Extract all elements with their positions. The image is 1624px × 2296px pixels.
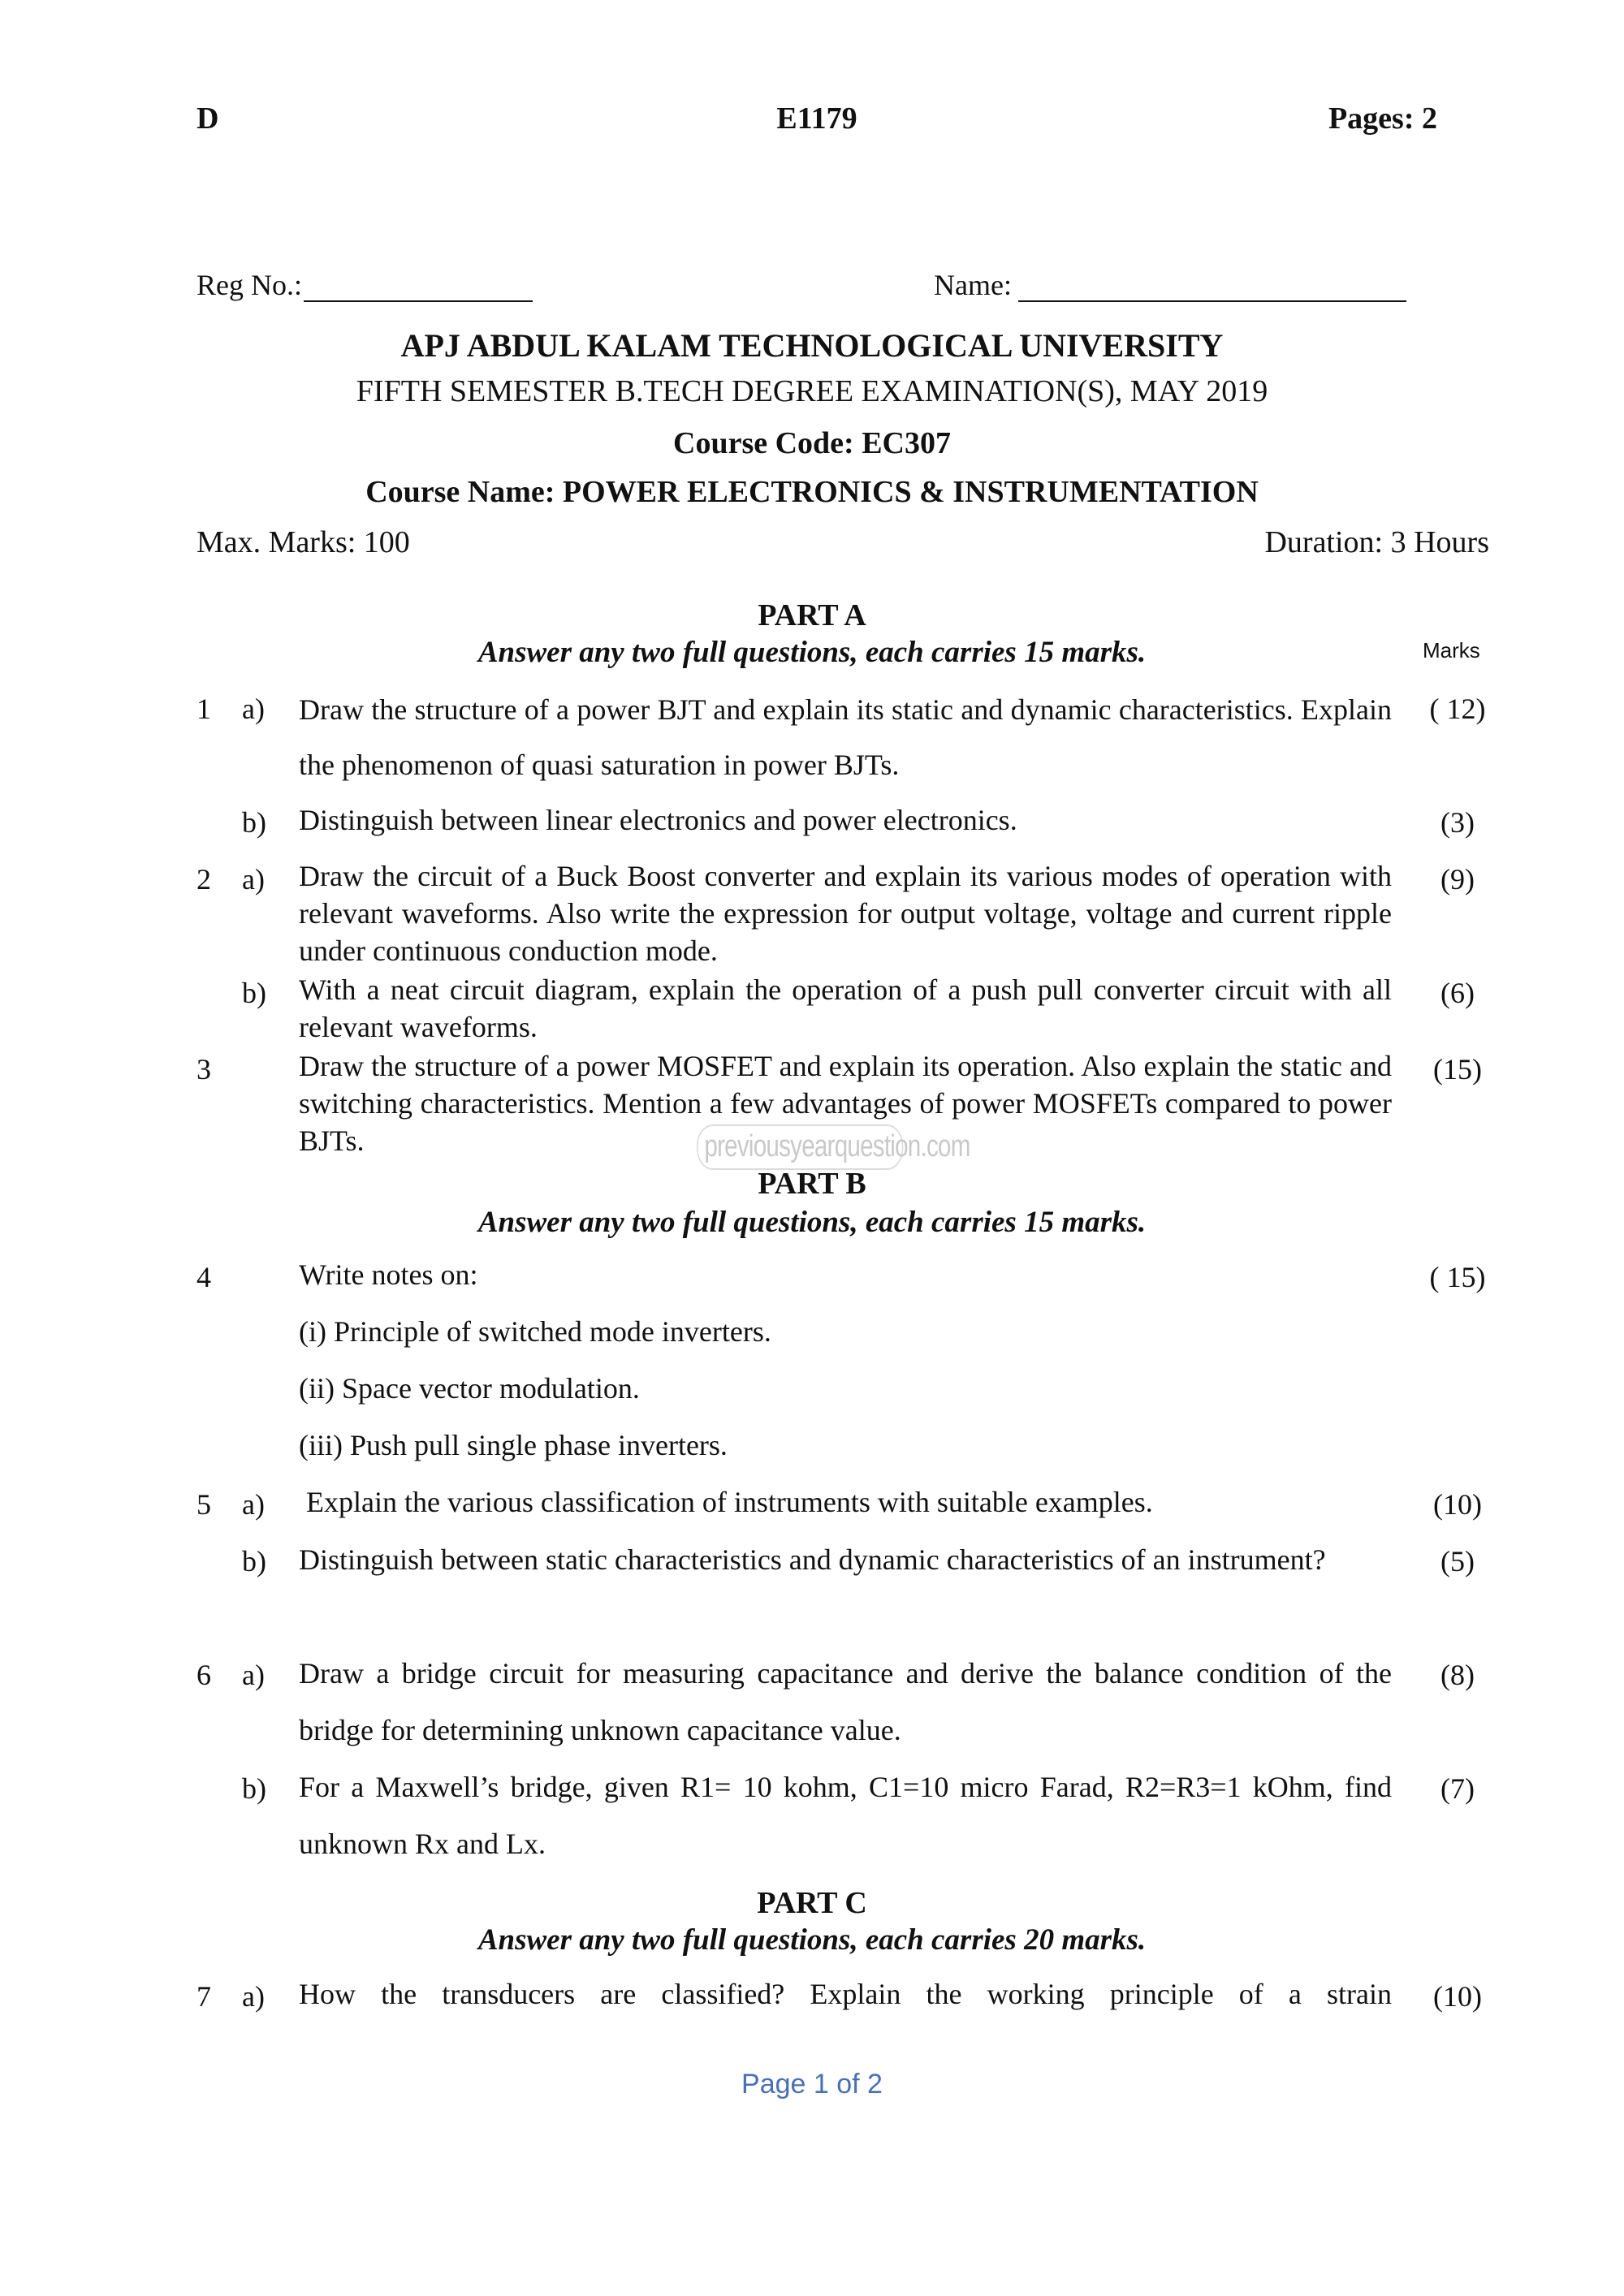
exam-title: FIFTH SEMESTER B.TECH DEGREE EXAMINATION(S), MAY 2019 <box>356 374 1268 408</box>
question-number: 2 <box>197 863 211 896</box>
part-c-title: PART C <box>757 1886 867 1920</box>
question-text: With a neat circuit diagram, explain the operation of a push pull converter circuit with all relevant waveforms. <box>299 973 1392 1043</box>
question-text: Explain the various classification of instruments with suitable examples. <box>299 1486 1153 1518</box>
question-marks: (8) <box>1440 1659 1475 1691</box>
question-number: 7 <box>197 1980 211 2013</box>
duration: Duration: 3 Hours <box>1264 525 1489 559</box>
question-marks: (6) <box>1440 977 1475 1009</box>
question-sub: a) <box>242 693 265 725</box>
question-sub: a) <box>242 1488 265 1521</box>
part-a-title: PART A <box>758 598 866 632</box>
paper-code: E1179 <box>776 101 857 136</box>
question-text: Draw a bridge circuit for measuring capacitance and derive the balance condition of the bridge for determining unknown capacitance value. <box>299 1657 1392 1746</box>
university-name: APJ ABDUL KALAM TECHNOLOGICAL UNIVERSITY <box>400 327 1224 364</box>
question-text: Write notes on: <box>299 1258 478 1291</box>
question-marks: ( 12) <box>1429 693 1486 725</box>
part-c-instruction: Answer any two full questions, each carries 20 marks. <box>477 1923 1147 1957</box>
question-number: 6 <box>197 1659 211 1691</box>
marks-column-header: Marks <box>1423 638 1480 662</box>
question-sub: a) <box>242 1980 265 2013</box>
question-sub: b) <box>242 1772 266 1805</box>
reg-no-label: Reg No.: <box>197 269 302 301</box>
question-marks: (3) <box>1440 806 1475 839</box>
question-marks: ( 15) <box>1429 1261 1486 1293</box>
question-number: 1 <box>197 693 211 725</box>
question-sub: a) <box>242 1659 265 1691</box>
part-b-instruction: Answer any two full questions, each carries 15 marks. <box>477 1206 1147 1239</box>
question-sub: b) <box>242 806 266 839</box>
question-marks: (9) <box>1440 863 1475 896</box>
course-code: Course Code: EC307 <box>673 426 951 460</box>
question-marks: (5) <box>1440 1545 1475 1577</box>
question-text: Draw the structure of a power MOSFET and explain its operation. Also explain the static and switching characteristics. Mention a few advantages of power MOSFETs compared to power BJTs. <box>299 1050 1392 1157</box>
question-text: Distinguish between static characteristics and dynamic characteristics of an instrument? <box>299 1543 1326 1576</box>
reg-no-blank <box>304 300 533 302</box>
question-sub: b) <box>242 977 266 1009</box>
question-text: How the transducers are classified? Explain the working principle of a strain <box>299 1978 1392 2010</box>
question-marks: (7) <box>1440 1772 1475 1805</box>
registration-row <box>197 268 1415 307</box>
watermark-logo: previousyearquestion.com <box>697 1124 903 1170</box>
question-text: (i) Principle of switched mode inverters. <box>299 1315 771 1348</box>
question-text: Draw the circuit of a Buck Boost converter and explain its various modes of operation with relevant waveforms. Also write the expression for output voltage, voltage and current ripple under continuous conduction mode. <box>299 860 1392 967</box>
page-header <box>197 101 1437 140</box>
question-text: Draw the structure of a power BJT and explain its static and dynamic characteristics. Explain the phenomenon of quasi saturation in power BJTs. <box>299 693 1392 781</box>
question-marks: (15) <box>1433 1053 1482 1085</box>
part-a-instruction: Answer any two full questions, each carries 15 marks. <box>477 636 1147 669</box>
question-number: 4 <box>197 1261 211 1293</box>
set-label: D <box>197 101 219 136</box>
question-sub: a) <box>242 863 265 896</box>
page-footer: Page 1 of 2 <box>741 2069 883 2100</box>
marks-duration-row <box>197 524 1489 565</box>
question-text: (ii) Space vector modulation. <box>299 1372 640 1405</box>
max-marks: Max. Marks: 100 <box>197 525 410 559</box>
question-sub: b) <box>242 1545 266 1577</box>
page-count: Pages: 2 <box>1328 101 1437 136</box>
question-marks: (10) <box>1433 1980 1482 2013</box>
question-marks: (10) <box>1433 1488 1482 1521</box>
question-number: 3 <box>197 1053 211 1085</box>
course-name: Course Name: POWER ELECTRONICS & INSTRUMENTATION <box>365 475 1259 509</box>
part-b-title: PART B <box>758 1167 866 1201</box>
question-number: 5 <box>197 1488 211 1521</box>
question-text: Distinguish between linear electronics and power electronics. <box>299 804 1017 836</box>
question-text: (iii) Push pull single phase inverters. <box>299 1429 728 1461</box>
name-label: Name: <box>934 269 1012 301</box>
question-text: For a Maxwell’s bridge, given R1= 10 kohm, C1=10 micro Farad, R2=R3=1 kOhm, find unknown Rx and Lx. <box>299 1771 1392 1860</box>
name-blank <box>1018 300 1406 302</box>
